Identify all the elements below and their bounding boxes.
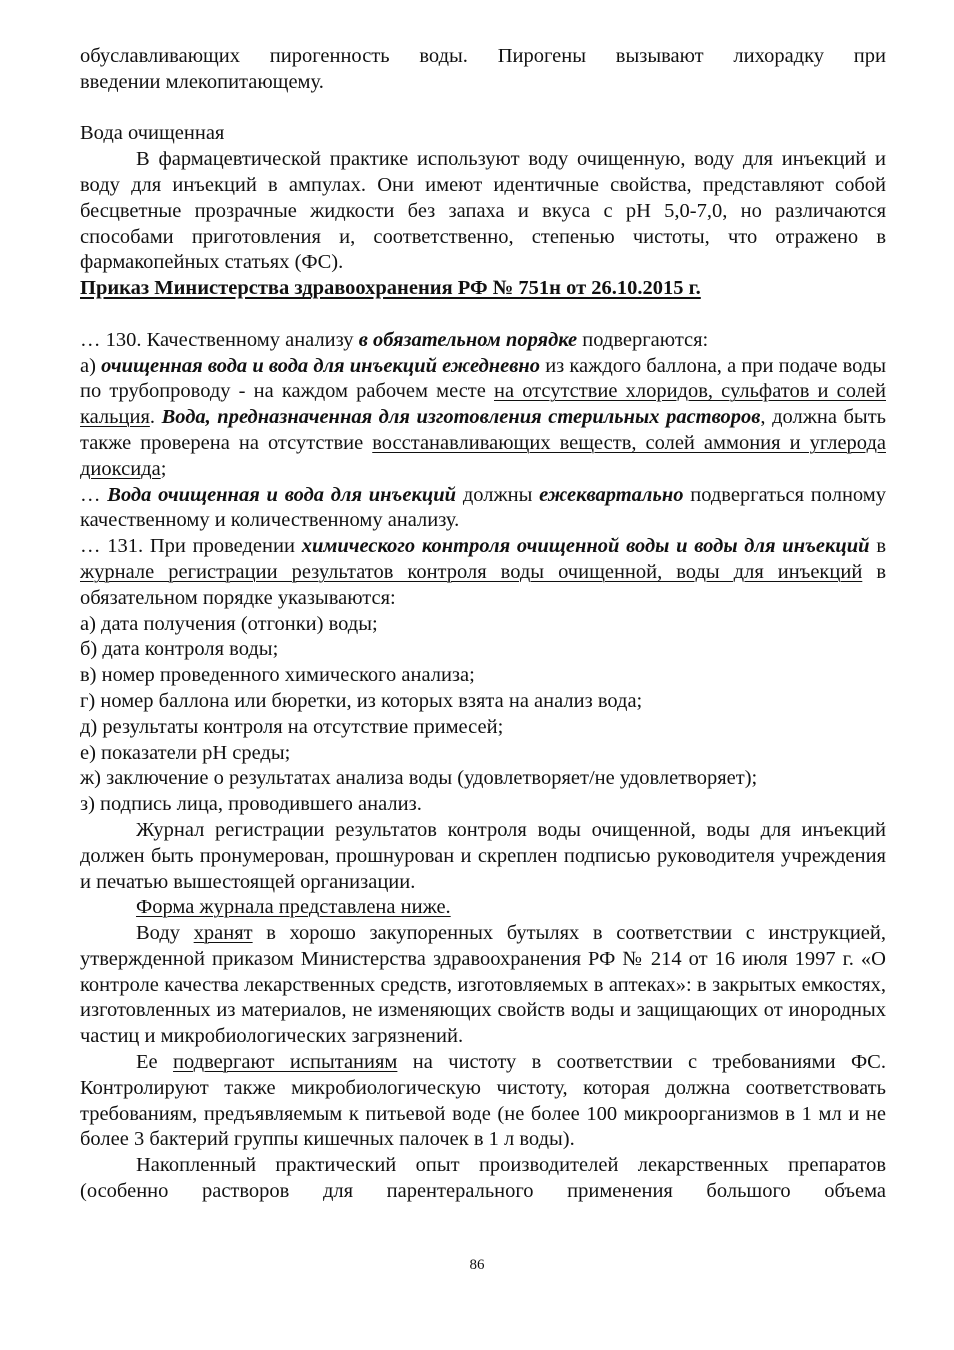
paragraph-journal: Журнал регистрации результатов контроля воды очищенной, воды для инъекций должен быть пронумерован, прошнурован и скреплен подписью руководителя учреждения и печатью вышестоящей организации.	[80, 818, 886, 893]
underlined-text: хранят	[193, 922, 253, 945]
list-item: ж) заключение о результатах анализа воды (удовлетворяет/не удовлетворяет);	[80, 767, 758, 790]
emphasis: в обязательном порядке	[358, 328, 578, 351]
paragraph-water-types: В фармацевтической практике используют воду очищенную, воду для инъекций и воду для инъекций в ампулах. Они имеют идентичные свойства, представляют собой бесцветные прозрачные жидкости без запаха и вкуса с pH 5,0-7,0, но различаются способами приготовления и, соответственно, степенью чистоты, что отражено в фармакопейных статьях (ФС).	[80, 148, 886, 274]
list-item: д) результаты контроля на отсутствие примесей;	[80, 715, 504, 738]
text: в	[869, 535, 887, 558]
text: подвергаются:	[577, 328, 709, 351]
underlined-text: Форма журнала представлена ниже.	[136, 896, 451, 919]
text: из каждого баллона, а при подаче воды по трубопроводу - на каждом рабочем месте	[80, 354, 886, 403]
text: … 130. Качественному анализу	[80, 328, 359, 351]
list-item: б) дата контроля воды;	[80, 638, 279, 661]
list-item: а) дата получения (отгонки) воды;	[80, 612, 378, 635]
text: должны	[456, 483, 540, 506]
paragraph-experience-line-2: (особенно растворов для парентерального применения большого объема	[80, 1180, 886, 1203]
text: в хорошо закупоренных бутылях в соответствии с инструкцией, утвержденной приказом Министерства здравоохранения РФ № 214 от 16 июля 1997 г. «О контроле качества лекарственных средств, изготовляемых в аптеках»: в закрытых емкостях, изготовленных из материалов, не изменяющих свойств воды и защищающих от инородных частиц и микробиологических загрязнений.	[80, 922, 887, 1048]
intro-line-2: введении млекопитающему.	[80, 70, 324, 93]
order-heading: Приказ Министерства здравоохранения РФ № 751н от 26.10.2015 г.	[80, 277, 701, 300]
document-page	[80, 44, 886, 1205]
text: , должна быть также проверена на отсутствие	[80, 406, 887, 454]
list-item: е) показатели pH среды;	[80, 741, 291, 764]
spacer	[80, 96, 886, 122]
paragraph-storage	[80, 921, 886, 1050]
text: Воду	[136, 922, 194, 945]
text: а)	[80, 354, 102, 377]
page-number: 86	[469, 1257, 485, 1273]
paragraph-experience-line-1: Накопленный практический опыт производителей лекарственных препаратов	[136, 1154, 886, 1177]
list-item: г) номер баллона или бюретки, из которых взята на анализ вода;	[80, 689, 643, 712]
underlined-text: подвергают испытаниям	[173, 1051, 398, 1074]
text: ;	[160, 457, 167, 480]
list-item: з) подпись лица, проводившего анализ.	[80, 793, 422, 816]
text: …	[80, 483, 108, 506]
paragraph-quarterly	[80, 483, 886, 535]
form-note	[80, 895, 886, 921]
emphasis: ежеквартально	[539, 483, 684, 506]
paragraph-131	[80, 534, 886, 611]
text: Ее	[136, 1051, 174, 1074]
paragraph-130	[80, 328, 886, 354]
list-item: в) номер проведенного химического анализа;	[80, 664, 475, 687]
emphasis: очищенная вода и вода для инъекций ежедневно	[101, 354, 541, 377]
text: подвергаться полному качественному и количественному анализу.	[80, 483, 887, 532]
underlined-text: восстанавливающих веществ, солей аммония и углерода диоксида	[80, 431, 886, 480]
intro-line-1: обуславливающих пирогенность воды. Пирогены вызывают лихорадку при	[80, 45, 886, 67]
section-title: Вода очищенная	[80, 122, 225, 145]
spacer	[80, 302, 886, 328]
underlined-text: на отсутствие хлоридов, сульфатов и солей кальция	[80, 380, 886, 429]
underlined-text: журнале регистрации результатов контроля воды очищенной, воды для инъекций	[80, 560, 863, 583]
text: … 131. При проведении	[80, 535, 302, 558]
text: .	[149, 406, 162, 429]
emphasis: химического контроля очищенной воды и воды для инъекций	[301, 535, 870, 558]
paragraph-testing	[80, 1050, 886, 1153]
text: в обязательном порядке указываются:	[80, 560, 886, 609]
emphasis: Вода, предназначенная для изготовления стерильных растворов	[161, 406, 761, 429]
paragraph-item-a	[80, 354, 886, 483]
text: на чистоту в соответствии с требованиями ФС. Контролируют также микробиологическую чистоту, которая должна соответствовать требованиям, предъявляемым к питьевой воде (не более 100 микроорганизмов в 1 мл и не более 3 бактерий группы кишечных палочек в 1 л воды).	[80, 1051, 886, 1151]
emphasis: Вода очищенная и вода для инъекций	[107, 483, 457, 506]
